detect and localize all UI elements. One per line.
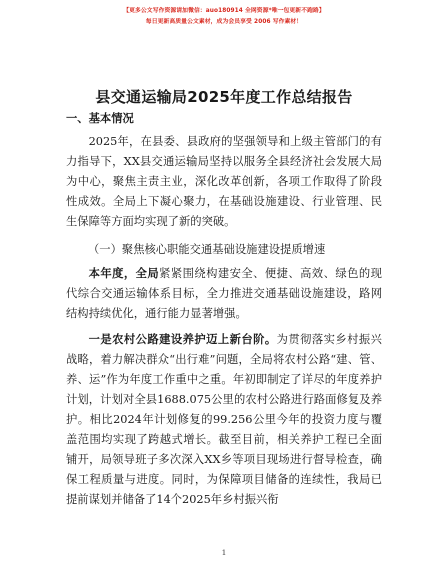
page-number: 1 [221,548,227,557]
promo-line-2: 每日更新高质量公文素材，成为会员享受 2006 写作素材！ [145,19,303,25]
paragraph-infrastructure-lead: 本年度，全局 [88,267,160,280]
paragraph-rural-roads-lead: 一是农村公路建设养护迈上新台阶。 [88,333,277,346]
promo-banner [0,6,448,28]
document-title: 县交通运输局2025年度工作总结报告 [95,88,353,106]
paragraph-rural-roads-text: 为贯彻落实乡村振兴战略，着力解决群众“出行难”问题，全局将农村公路“建、管、养、运”作为年度工作重中之重。年初即制定了详尽的年度养护计划，计划对全县1688.075公里的农村公路进行路面修复及养护。相比2024年计划修复的99.256公里今年的投资力度与覆盖范围均实现了跨越式增长。截至目前，相关养护工程已全面铺开，局领导班子多次深入XX乡等项目现场进行督导检查，确保工程质量与进度。同时，为保障项目储备的连续性，我局已提前谋划并储备了14个2025年乡村振兴衔 [66,333,382,506]
paragraph-infrastructure [66,264,382,324]
paragraph-rural-roads [66,330,382,510]
section-heading-basic-situation: 一、基本情况 [66,112,134,125]
paragraph-overview-text: 2025年，在县委、县政府的坚强领导和上级主管部门的有力指导下，XX县交通运输局坚持以服务全县经济社会发展大局为中心，聚焦主责主业，深化改革创新，各项工作取得了阶段性成效。全局上下凝心聚力，在基础设施建设、行业管理、民生保障等方面均实现了新的突破。 [66,135,382,228]
promo-line-1: 【更多公文写作资源请加微信：auo180914 全网资源*唯一包更新不跑路】 [123,8,325,14]
subsection-heading-infrastructure: （一）聚焦核心职能交通基础设施建设提质增速 [88,243,326,256]
paragraph-infrastructure-text: 紧紧围绕构建安全、便捷、高效、绿色的现代综合交通运输体系目标，全力推进交通基础设施建设，路网结构持续优化，通行能力显著增强。 [66,267,382,320]
paragraph-overview [66,132,382,232]
